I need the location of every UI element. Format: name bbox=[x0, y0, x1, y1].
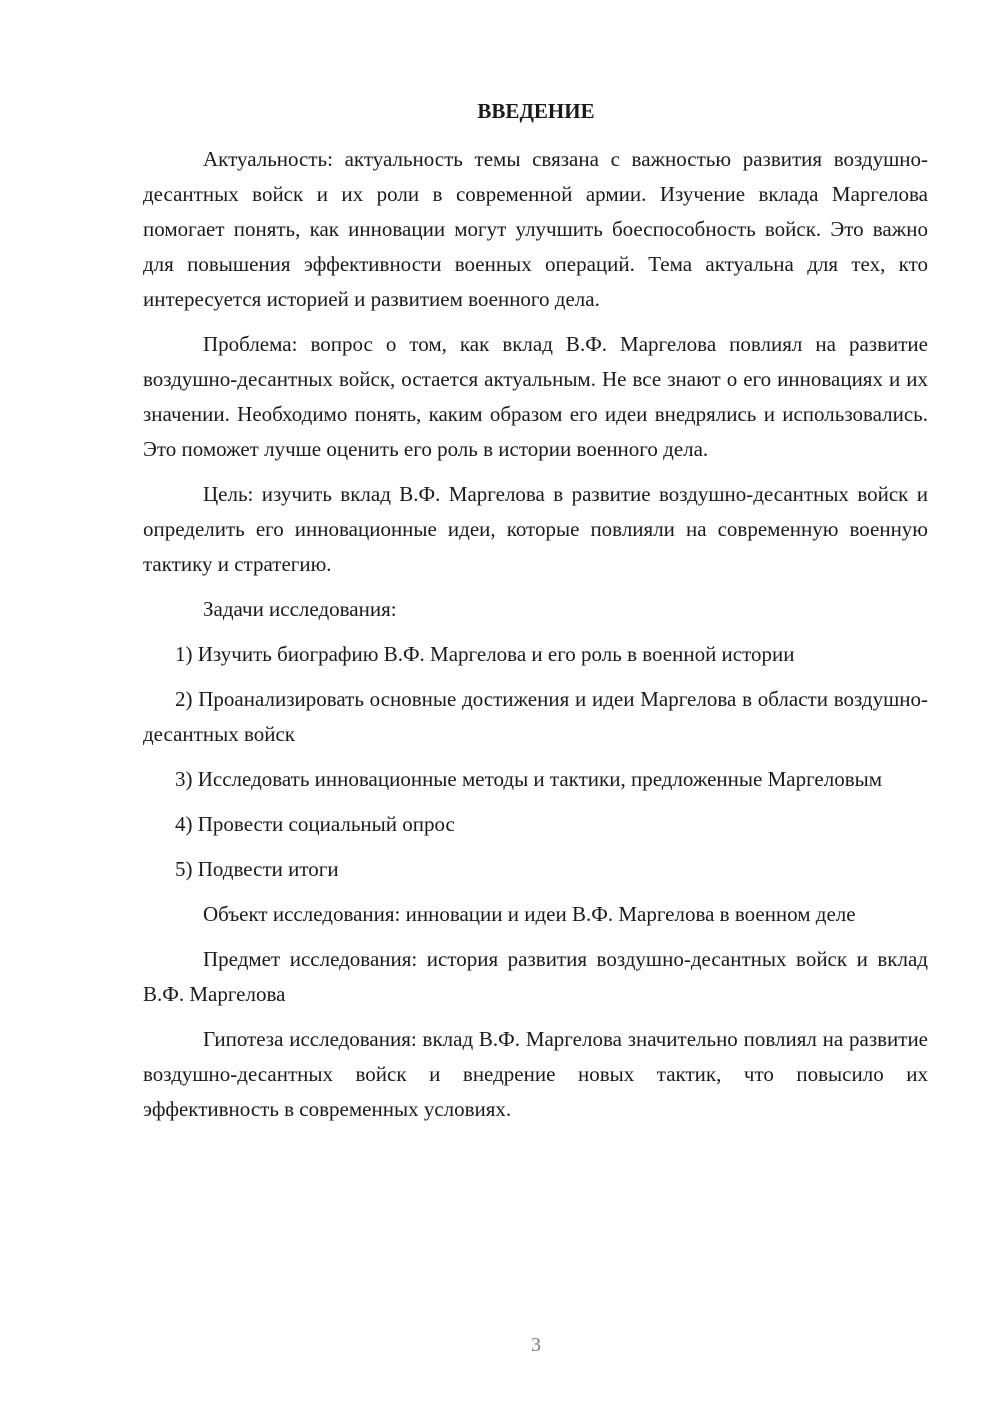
paragraph-problem: Проблема: вопрос о том, как вклад В.Ф. Маргелова повлиял на развитие воздушно-десантных войск, остается актуальным. Не все знают о его инновациях и их значении. Необходимо понять, каким образом его идеи внедрялись и использовались. Это поможет лучше оценить его роль в истории военного дела. bbox=[143, 332, 928, 461]
paragraph-hypothesis: Гипотеза исследования: вклад В.Ф. Маргелова значительно повлиял на развитие воздушно-десантных войск и внедрение новых тактик, что повысило их эффективность в современных условиях. bbox=[143, 1027, 928, 1121]
page-number: 3 bbox=[531, 1334, 541, 1356]
document-body bbox=[143, 142, 928, 1137]
task-item: 3) Исследовать инновационные методы и тактики, предложенные Маргеловым bbox=[175, 767, 883, 791]
page-title: ВВЕДЕНИЕ bbox=[477, 99, 595, 123]
tasks-heading: Задачи исследования: bbox=[203, 597, 397, 621]
task-item: 4) Провести социальный опрос bbox=[175, 812, 455, 836]
task-item: 1) Изучить биографию В.Ф. Маргелова и его роль в военной истории bbox=[175, 642, 795, 666]
task-item: 5) Подвести итоги bbox=[175, 857, 339, 881]
paragraph-subject: Предмет исследования: история развития воздушно-десантных войск и вклад В.Ф. Маргелова bbox=[143, 947, 928, 1006]
paragraph-goal: Цель: изучить вклад В.Ф. Маргелова в развитие воздушно-десантных войск и определить его инновационные идеи, которые повлияли на современную военную тактику и стратегию. bbox=[143, 482, 928, 576]
paragraph-relevance: Актуальность: актуальность темы связана с важностью развития воздушно-десантных войск и их роли в современной армии. Изучение вклада Маргелова помогает понять, как инновации могут улучшить боеспособность войск. Это важно для повышения эффективности военных операций. Тема актуальна для тех, кто интересуется историей и развитием военного дела. bbox=[143, 147, 928, 311]
task-item: 2) Проанализировать основные достижения и идеи Маргелова в области воздушно-десантных войск bbox=[143, 687, 928, 746]
paragraph-object: Объект исследования: инновации и идеи В.Ф. Маргелова в военном деле bbox=[203, 902, 856, 926]
